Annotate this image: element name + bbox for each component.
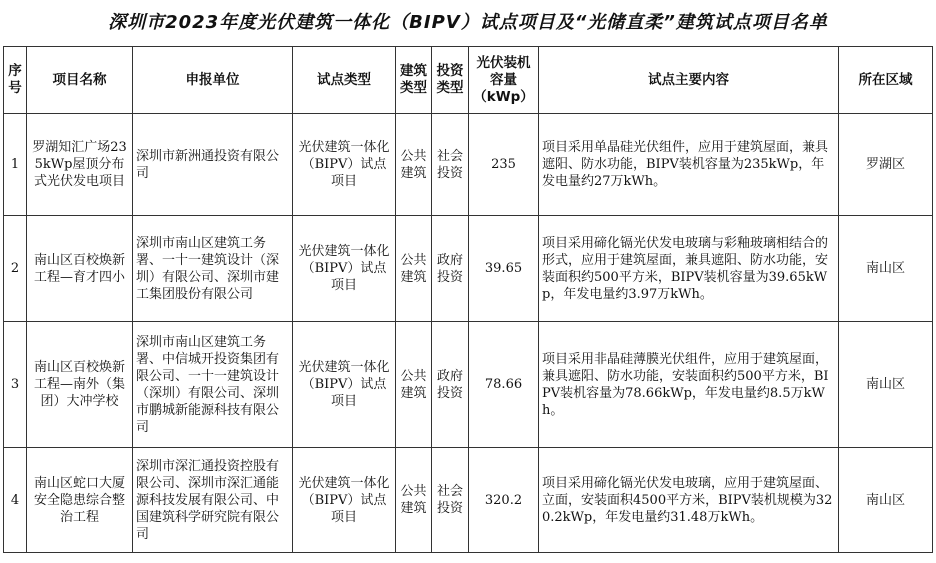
- cell-capacity: 235: [469, 114, 539, 216]
- cell-name: 南山区百校焕新工程—南外（集团）大冲学校: [27, 322, 133, 448]
- header-district: 所在区域: [839, 47, 933, 114]
- header-capacity: 光伏装机容量（kWp）: [469, 47, 539, 114]
- cell-capacity: 39.65: [469, 216, 539, 322]
- table-row: [4, 448, 933, 553]
- cell-name: 南山区百校焕新工程—育才四小: [27, 216, 133, 322]
- header-content: 试点主要内容: [539, 47, 839, 114]
- cell-content: 项目采用碲化镉光伏发电玻璃与彩釉玻璃相结合的形式，应用于建筑屋面，兼具遮阳、防水功能，安装面积约500平方米，BIPV装机容量为39.65kWp，年发电量约3.97万kWh。: [539, 216, 839, 322]
- cell-name: 罗湖知汇广场235kWp屋顶分布式光伏发电项目: [27, 114, 133, 216]
- table-row: [4, 216, 933, 322]
- cell-district: 南山区: [839, 216, 933, 322]
- cell-investment-type: 政府投资: [432, 322, 469, 448]
- cell-capacity: 78.66: [469, 322, 539, 448]
- cell-building-type: 公共建筑: [396, 216, 432, 322]
- header-building-type: 建筑类型: [396, 47, 432, 114]
- table-header-row: [4, 47, 933, 114]
- cell-investment-type: 社会投资: [432, 114, 469, 216]
- cell-district: 南山区: [839, 322, 933, 448]
- cell-content: 项目采用非晶硅薄膜光伏组件，应用于建筑屋面，兼具遮阳、防水功能，安装面积约500平方米，BIPV装机容量为78.66kWp，年发电量约8.5万kWh。: [539, 322, 839, 448]
- cell-building-type: 公共建筑: [396, 322, 432, 448]
- table-row: [4, 322, 933, 448]
- cell-building-type: 公共建筑: [396, 448, 432, 553]
- cell-district: 南山区: [839, 448, 933, 553]
- cell-capacity: 320.2: [469, 448, 539, 553]
- cell-unit: 深圳市深汇通投资控股有限公司、深圳市深汇通能源科技发展有限公司、中国建筑科学研究院有限公司: [133, 448, 293, 553]
- cell-building-type: 公共建筑: [396, 114, 432, 216]
- header-unit: 申报单位: [133, 47, 293, 114]
- cell-investment-type: 政府投资: [432, 216, 469, 322]
- cell-index: 3: [4, 322, 27, 448]
- cell-pilot-type: 光伏建筑一体化（BIPV）试点项目: [293, 322, 396, 448]
- header-name: 项目名称: [27, 47, 133, 114]
- header-pilot-type: 试点类型: [293, 47, 396, 114]
- cell-investment-type: 社会投资: [432, 448, 469, 553]
- cell-name: 南山区蛇口大厦安全隐患综合整治工程: [27, 448, 133, 553]
- cell-content: 项目采用单晶硅光伏组件，应用于建筑屋面，兼具遮阳、防水功能，BIPV装机容量为235kWp，年发电量约27万kWh。: [539, 114, 839, 216]
- table-row: [4, 114, 933, 216]
- cell-unit: 深圳市南山区建筑工务署、一十一建筑设计（深圳）有限公司、深圳市建工集团股份有限公司: [133, 216, 293, 322]
- cell-pilot-type: 光伏建筑一体化（BIPV）试点项目: [293, 448, 396, 553]
- cell-index: 4: [4, 448, 27, 553]
- pilot-projects-table: [3, 46, 933, 553]
- cell-content: 项目采用碲化镉光伏发电玻璃，应用于建筑屋面、立面，安装面积4500平方米，BIPV装机规模为320.2kWp，年发电量约31.48万kWh。: [539, 448, 839, 553]
- header-investment-type: 投资类型: [432, 47, 469, 114]
- cell-index: 2: [4, 216, 27, 322]
- cell-pilot-type: 光伏建筑一体化（BIPV）试点项目: [293, 114, 396, 216]
- cell-unit: 深圳市新洲通投资有限公司: [133, 114, 293, 216]
- cell-unit: 深圳市南山区建筑工务署、中信城开投资集团有限公司、一十一建筑设计（深圳）有限公司、深圳市鹏城新能源科技有限公司: [133, 322, 293, 448]
- header-index: 序号: [4, 47, 27, 114]
- cell-district: 罗湖区: [839, 114, 933, 216]
- cell-index: 1: [4, 114, 27, 216]
- cell-pilot-type: 光伏建筑一体化（BIPV）试点项目: [293, 216, 396, 322]
- document-title: 深圳市2023年度光伏建筑一体化（BIPV）试点项目及“光储直柔”建筑试点项目名单: [108, 12, 828, 33]
